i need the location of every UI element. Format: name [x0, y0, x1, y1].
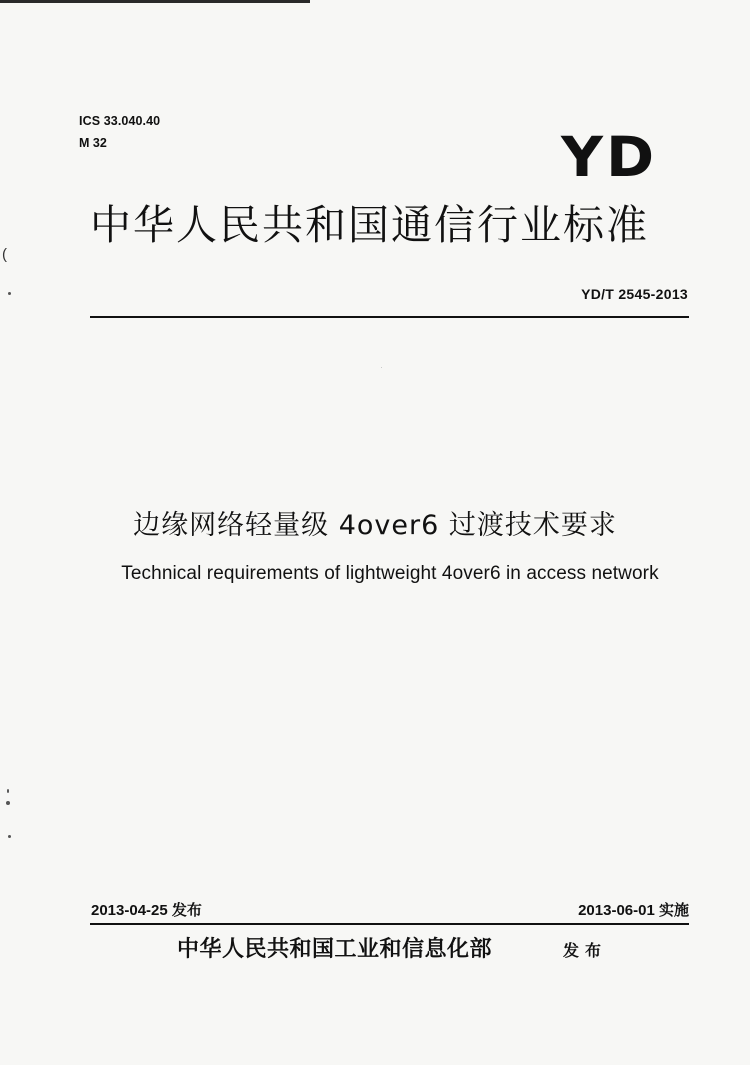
- scan-speck: [8, 835, 11, 838]
- scan-artifact: (: [2, 246, 7, 263]
- document-title-chinese: 边缘网络轻量级 4over6 过渡技术要求: [133, 510, 617, 541]
- publisher-name: 中华人民共和国工业和信息化部: [177, 936, 493, 962]
- scan-top-edge: [0, 0, 310, 3]
- scan-speck: [381, 367, 382, 368]
- ics-code: ICS 33.040.40: [79, 114, 161, 128]
- yd-logo: YD: [561, 124, 658, 190]
- scan-speck: [6, 801, 10, 805]
- top-divider: [90, 316, 689, 318]
- standard-category-title: 中华人民共和国通信行业标准: [90, 201, 649, 249]
- scan-speck: [8, 292, 11, 295]
- issue-date: 2013-04-25 发布: [91, 902, 202, 919]
- implementation-date: 2013-06-01 实施: [578, 902, 689, 919]
- publish-label: 发布: [563, 941, 608, 960]
- ccs-code: M 32: [79, 136, 107, 150]
- scan-speck: [7, 789, 9, 793]
- document-title-english: Technical requirements of lightweight 4over6 in access network: [121, 563, 659, 584]
- standard-number: YD/T 2545-2013: [581, 286, 688, 302]
- bottom-divider: [90, 923, 689, 925]
